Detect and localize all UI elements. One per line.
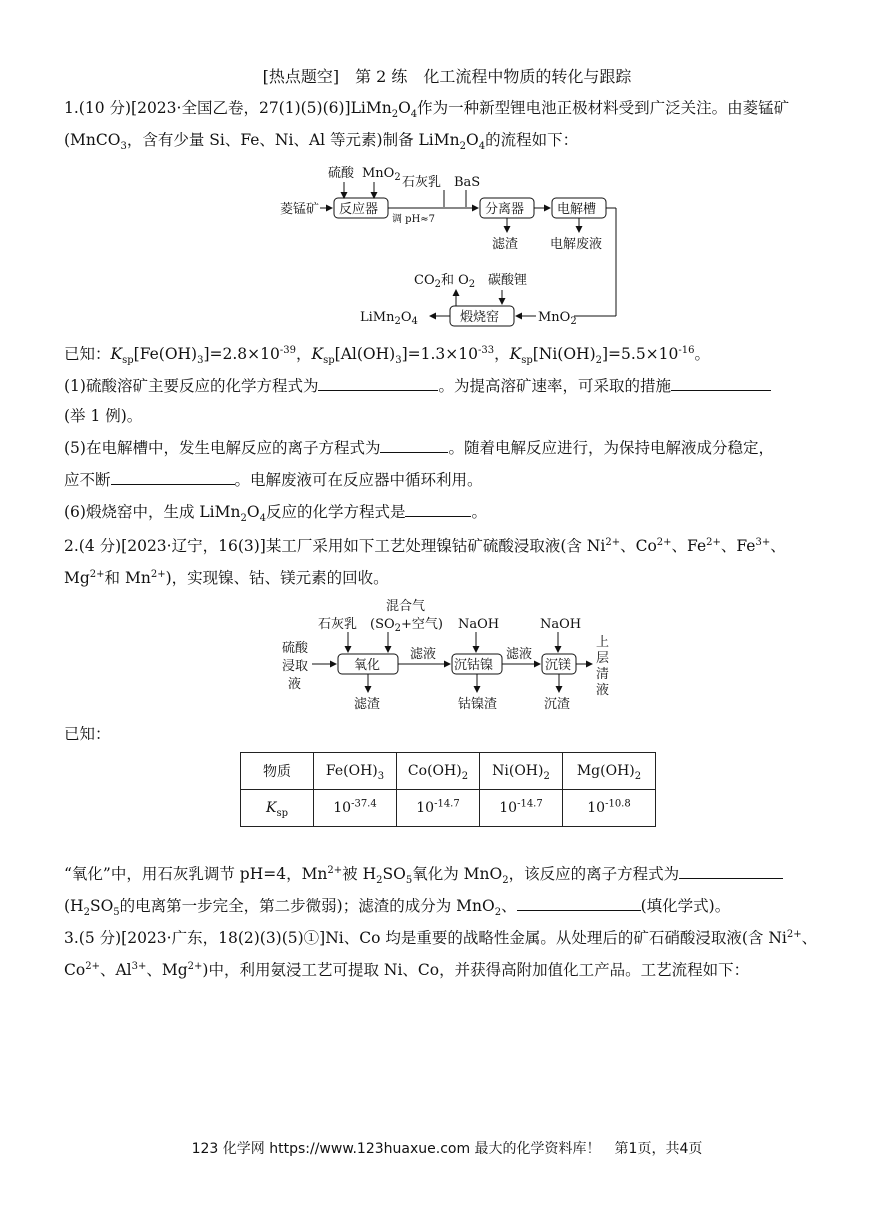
upper-liquid-2: 层: [596, 651, 610, 666]
lithium-carbonate-label: 碳酸锂: [488, 273, 528, 288]
filtrate-2: 滤液: [506, 647, 533, 662]
flow-diagram-1: [270, 160, 630, 330]
table-header: $Fe(OH)_3$: [314, 753, 397, 790]
separator-label: 分离器: [485, 202, 525, 217]
table-cell: $10^{-37.4}$: [314, 790, 397, 827]
reagent-lime-2: 石灰乳: [318, 617, 358, 632]
cobalt-nickel-label: 沉钴镍: [454, 658, 494, 673]
mno2-output: MnO$_2$: [538, 310, 577, 327]
q2-known: 已知：: [64, 725, 111, 743]
table-cell: $10^{-14.7}$: [397, 790, 480, 827]
reagent-bas: BaS: [454, 175, 481, 190]
q1-line2: (MnCO$_3$，含有少量 Si、Fe、Ni、Al 等元素)制备 $LiMn_2O_4$的流程如下：: [64, 131, 579, 153]
q1-part5: (5)在电解槽中，发生电解反应的离子方程式为 。随着电解反应进行，为保持电解液成分稳定，: [64, 439, 774, 457]
upper-liquid-1: 上: [596, 635, 610, 650]
residue-1: 滤渣: [354, 697, 381, 712]
product-label: $LiMn_2O_4$: [360, 310, 418, 327]
ph-note: 调 pH≈7: [392, 214, 436, 225]
co2-o2-label: $CO_2$和 $O_2$: [414, 273, 476, 290]
reagent-sulfuric-acid: 硫酸: [328, 166, 355, 181]
table-cell: $10^{-14.7}$: [480, 790, 563, 827]
reagent-mno2: MnO$_2$: [362, 166, 401, 183]
flow-diagram-2: [278, 598, 628, 716]
q2-oxidation-cont: ($H_2SO_5$的电离第一步完全，第二步微弱)；滤渣的成分为 MnO$_2$、 (填化学式)。: [64, 897, 731, 919]
oxidize-label: 氧化: [354, 658, 381, 673]
feed-line-1: 硫酸: [282, 641, 309, 656]
q1-part5-cont: 应不断 。电解废液可在反应器中循环利用。: [64, 471, 483, 489]
residue-label: 滤渣: [492, 237, 519, 252]
table-row: [241, 753, 656, 790]
table-header: $Ni(OH)_2$: [480, 753, 563, 790]
answer-blank[interactable]: [679, 864, 783, 879]
residue-2: 钴镍渣: [458, 697, 498, 712]
ksp-table: [240, 752, 656, 827]
page-title: [热点题空] 第 2 练 化工流程中物质的转化与跟踪: [262, 67, 632, 86]
q1-line1: 1.(10 分)[2023·全国乙卷，$27(1)(5)(6)]LiMn_2O_4$作为一种新型锂电池正极材料受到广泛关注。由菱锰矿: [64, 99, 790, 121]
q2-oxidation: “氧化”中，用石灰乳调节 pH=4，$Mn^{2+}$被 $H_2SO_5$氧化为 MnO$_2$，该反应的离子方程式为: [64, 864, 783, 884]
answer-blank[interactable]: [318, 376, 438, 391]
naoh-2: NaOH: [540, 617, 582, 632]
table-row: [241, 790, 656, 827]
residue-3: 沉渣: [544, 697, 571, 712]
upper-liquid-3: 清: [596, 667, 610, 682]
answer-blank[interactable]: [111, 470, 235, 485]
answer-blank[interactable]: [405, 502, 471, 517]
electrolyzer-label: 电解槽: [557, 202, 597, 217]
table-header: $Co(OH)_2$: [397, 753, 480, 790]
q2-line1: 2.(4 分)[2023·辽宁，16(3)]某工厂采用如下工艺处理镍钴矿硫酸浸取液(含 $Ni^{2+}$、$Co^{2+}$、$Fe^{2+}$、$Fe^{3+}$、: [64, 536, 786, 555]
filtrate-1: 滤液: [410, 647, 437, 662]
upper-liquid-4: 液: [596, 683, 610, 698]
table-cell: $K_{sp}$: [241, 790, 314, 827]
table-header: 物质: [241, 753, 314, 790]
table-cell: $10^{-10.8}$: [563, 790, 656, 827]
mixed-gas-label: 混合气: [386, 599, 426, 614]
kiln-label: 煅烧窑: [460, 310, 500, 325]
feed-line-2: 浸取: [282, 659, 309, 674]
page-footer: 123 化学网 https://www.123huaxue.com 最大的化学资料库！ 第1页，共4页: [191, 1141, 703, 1157]
answer-blank[interactable]: [671, 376, 771, 391]
q1-known: 已知：$K_{sp}[Fe(OH)_3]=2.8\times 10^{-39}$，$K_{sp}[Al(OH)_3]=1.3\times 10^{-33}$，$K_{sp}[Ni(OH)_2]=5.5\times 10^{-16}$。: [64, 344, 711, 367]
table-header: $Mg(OH)_2$: [563, 753, 656, 790]
q1-part6: (6)煅烧窑中，生成 $LiMn_2O_4$反应的化学方程式是 。: [64, 503, 487, 525]
answer-blank[interactable]: [517, 896, 641, 911]
magnesium-label: 沉镁: [545, 658, 572, 673]
naoh-1: NaOH: [458, 617, 500, 632]
q3-line1: 3.(5 分)[2023·广东，18(2)(3)(5)①]Ni、Co 均是重要的战略性金属。从处理后的矿石硝酸浸取液(含 $Ni^{2+}$、: [64, 928, 818, 947]
feed-line-3: 液: [288, 677, 302, 692]
q2-line2: $Mg^{2+}$和 $Mn^{2+}$)，实现镍、钴、镁元素的回收。: [64, 568, 389, 587]
reactor-label: 反应器: [339, 202, 379, 217]
reagent-lime: 石灰乳: [402, 175, 442, 190]
q1-part1: (1)硫酸溶矿主要反应的化学方程式为 。为提高溶矿速率，可采取的措施: [64, 376, 771, 396]
answer-blank[interactable]: [380, 438, 448, 453]
mixed-gas-formula: ($SO_2+$空气): [370, 617, 443, 634]
waste-label: 电解废液: [550, 237, 603, 252]
q1-part1-cont: (举 1 例)。: [64, 407, 143, 425]
q3-line2: $Co^{2+}$、$Al^{3+}$、$Mg^{2+}$)中，利用氨浸工艺可提取 Ni、Co，并获得高附加值化工产品。工艺流程如下：: [64, 960, 750, 979]
ore-label: 菱锰矿: [280, 202, 320, 217]
